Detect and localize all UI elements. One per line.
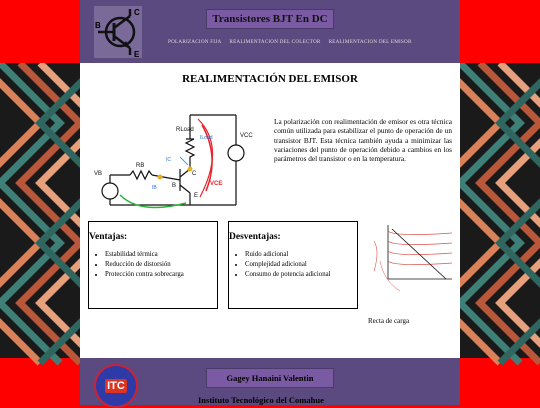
- label-iload: ILoad: [200, 135, 213, 141]
- red-band-left: [0, 0, 80, 63]
- logo-label-e: E: [134, 50, 140, 59]
- nav-realimentacion-emisor[interactable]: REALIMENTACION DEL EMISOR: [328, 39, 412, 45]
- advantages-box: [88, 221, 218, 309]
- list-item: • Ruido adicional: [245, 250, 357, 260]
- list-item: • Complejidad adicional: [245, 260, 357, 270]
- disadvantages-box: [228, 221, 358, 309]
- list-item: • Consumo de potencia adicional: [245, 270, 357, 280]
- nav-realimentacion-colector[interactable]: REALIMENTACION DEL COLECTOR: [229, 39, 321, 45]
- main-content: [80, 63, 460, 358]
- label-e: E: [194, 193, 199, 199]
- site-footer: [80, 358, 460, 405]
- main-nav: [168, 39, 412, 45]
- decorative-side-panel-left: [0, 63, 80, 358]
- list-item: • Estabilidad térmica: [105, 250, 217, 260]
- label-ib: IB: [152, 185, 157, 191]
- label-ic: IC: [166, 157, 171, 163]
- advantages-list: [89, 250, 217, 280]
- list-item: • Reducción de distorsión: [105, 260, 217, 270]
- logo-label-c: C: [134, 8, 140, 17]
- author-name: Gagey Hanaini Valentin: [206, 368, 334, 388]
- label-rload: RLoad: [176, 127, 194, 133]
- description-paragraph: La polarización con realimentación de emisor es otra técnica común utilizada para estabilizar el punto de operación de un transistor BJT. Esta técnica también ayuda a minimizar las variaciones del punto de operación debido a cambios en los parámetros del transistor o en la temperatura.: [274, 117, 452, 164]
- red-band-right: [460, 0, 540, 63]
- load-line-graph: [370, 221, 454, 303]
- nav-polarizacion-fija[interactable]: POLARIZACION FIJA: [168, 39, 222, 45]
- page-heading: REALIMENTACIÓN DEL EMISOR: [182, 73, 358, 85]
- institute-name: Instituto Tecnológico del Comahue: [198, 395, 324, 405]
- label-vcc: VCC: [240, 133, 253, 139]
- advantages-title: Ventajas:: [89, 232, 128, 242]
- site-header: [80, 0, 460, 63]
- label-rb: RB: [136, 163, 145, 169]
- label-vce: VCE: [210, 181, 223, 187]
- graph-caption: Recta de carga: [368, 317, 410, 325]
- label-b: B: [172, 183, 177, 189]
- emitter-feedback-circuit-diagram: [90, 107, 253, 219]
- label-vb: VB: [94, 171, 103, 177]
- itc-logo: [94, 364, 138, 408]
- decorative-side-panel-right: [460, 63, 540, 358]
- site-title: Transistores BJT En DC: [206, 9, 334, 29]
- list-item: • Protección contra sobrecarga: [105, 270, 217, 280]
- disadvantages-title: Desventajas:: [229, 232, 281, 242]
- disadvantages-list: [229, 250, 357, 280]
- itc-logo-text: ITC: [107, 380, 125, 392]
- transistor-logo: [94, 6, 142, 58]
- label-c: C: [192, 171, 197, 177]
- logo-label-b: B: [95, 21, 101, 30]
